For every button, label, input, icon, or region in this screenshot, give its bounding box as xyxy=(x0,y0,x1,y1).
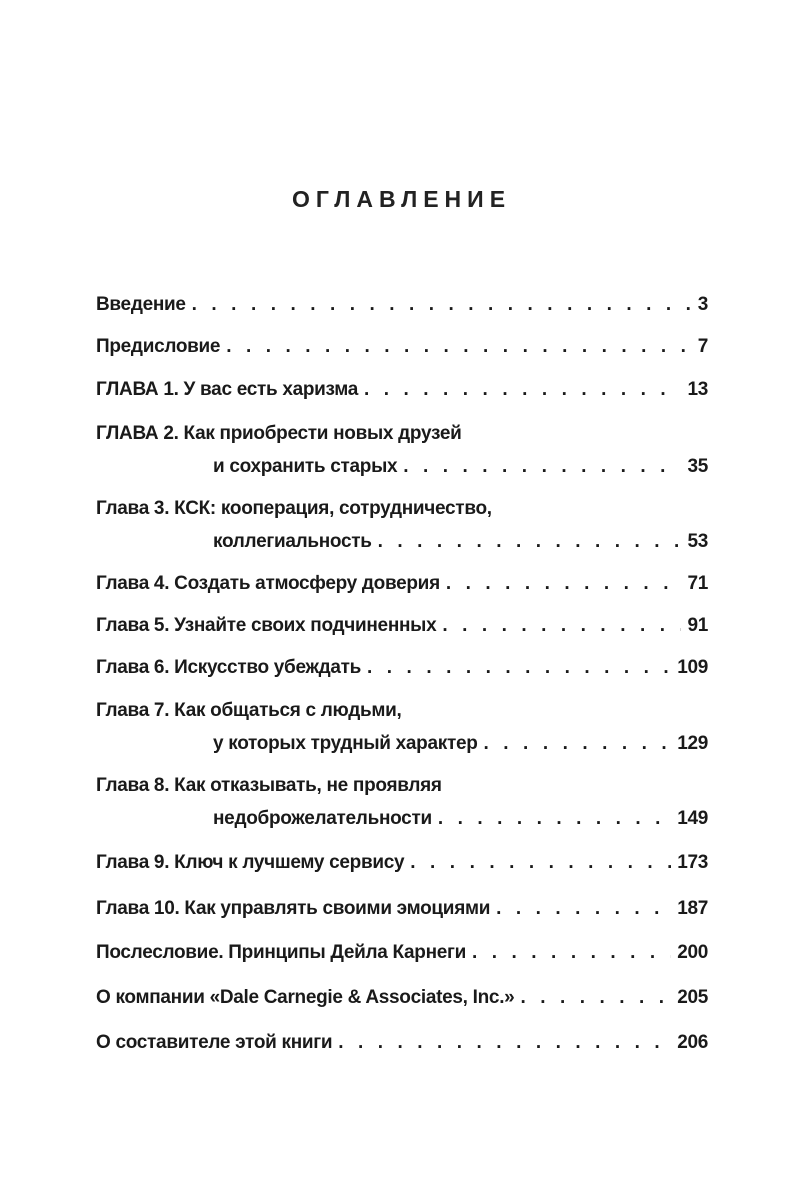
toc-entry-chapter-3-line-2[interactable] xyxy=(96,531,708,557)
dot-leader xyxy=(192,294,692,316)
toc-entry-title: О компании «Dale Carnegie & Associates, Inc.» xyxy=(96,987,515,1008)
dot-leader xyxy=(446,573,682,595)
toc-entry-afterword[interactable] xyxy=(96,942,708,968)
toc-entry-title: Глава 5. Узнайте своих подчиненных xyxy=(96,615,437,636)
toc-page-number: 109 xyxy=(677,657,708,678)
dot-leader xyxy=(484,733,672,755)
dot-leader xyxy=(403,456,681,478)
toc-entry-title: ГЛАВА 2. Как приобрести новых друзей xyxy=(96,423,462,444)
dot-leader xyxy=(496,898,671,920)
toc-page-number: 173 xyxy=(677,852,708,873)
toc-entry-chapter-4[interactable] xyxy=(96,573,708,599)
toc-page-number: 53 xyxy=(687,531,708,552)
toc-page-number: 7 xyxy=(697,336,708,357)
toc-entry-about-company[interactable] xyxy=(96,987,708,1013)
dot-leader xyxy=(226,336,692,358)
dot-leader xyxy=(338,1032,671,1054)
toc-entry-title-continuation: у которых трудный характер xyxy=(213,733,478,754)
toc-entry-title: Глава 10. Как управлять своими эмоциями xyxy=(96,898,491,919)
toc-entry-title: Глава 4. Создать атмосферу доверия xyxy=(96,573,440,594)
toc-entry-title: ГЛАВА 1. У вас есть харизма xyxy=(96,379,359,400)
toc-entry-title: Глава 7. Как общаться с людьми, xyxy=(96,700,402,721)
toc-entry-title-continuation: недоброжелательности xyxy=(213,808,432,829)
toc-entry-introduction[interactable] xyxy=(96,294,708,320)
toc-entry-chapter-8-line-2[interactable] xyxy=(96,808,708,834)
toc-page-number: 187 xyxy=(677,898,708,919)
toc-page-number: 206 xyxy=(677,1032,708,1053)
dot-leader xyxy=(520,987,671,1009)
dot-leader xyxy=(442,615,681,637)
toc-page-number: 200 xyxy=(677,942,708,963)
toc-page-number: 71 xyxy=(687,573,708,594)
dot-leader xyxy=(472,942,671,964)
toc-page-number: 129 xyxy=(677,733,708,754)
toc-entry-title: Предисловие xyxy=(96,336,221,357)
toc-entry-chapter-2-line-2[interactable] xyxy=(96,456,708,482)
toc-page-number: 35 xyxy=(687,456,708,477)
toc-entry-about-compiler[interactable] xyxy=(96,1032,708,1058)
dot-leader xyxy=(438,808,671,830)
toc-entry-chapter-8-line-1[interactable] xyxy=(96,775,708,801)
toc-entry-title: Введение xyxy=(96,294,186,315)
toc-page-number: 91 xyxy=(687,615,708,636)
dot-leader xyxy=(364,379,681,401)
toc-entry-chapter-7-line-2[interactable] xyxy=(96,733,708,759)
toc-entry-title-continuation: и сохранить старых xyxy=(213,456,398,477)
toc-entry-chapter-5[interactable] xyxy=(96,615,708,641)
toc-entry-chapter-7-line-1[interactable] xyxy=(96,700,708,726)
toc-entry-chapter-9[interactable] xyxy=(96,852,708,878)
toc-entry-preface[interactable] xyxy=(96,336,708,362)
toc-page-number: 149 xyxy=(677,808,708,829)
dot-leader xyxy=(378,531,682,553)
toc-page-number: 3 xyxy=(697,294,708,315)
toc-entry-title: Послесловие. Принципы Дейла Карнеги xyxy=(96,942,467,963)
toc-page-number: 13 xyxy=(687,379,708,400)
toc-entry-chapter-10[interactable] xyxy=(96,898,708,924)
toc-entry-chapter-3-line-1[interactable] xyxy=(96,498,708,524)
toc-entry-title-continuation: коллегиальность xyxy=(213,531,372,552)
dot-leader xyxy=(367,657,671,679)
toc-entry-title: Глава 6. Искусство убеждать xyxy=(96,657,362,678)
toc-entry-chapter-1[interactable] xyxy=(96,379,708,405)
toc-entry-title: Глава 3. КСК: кооперация, сотрудничество, xyxy=(96,498,492,519)
page-title: ОГЛАВЛЕНИЕ xyxy=(291,186,512,212)
toc-entry-title: Глава 9. Ключ к лучшему сервису xyxy=(96,852,405,873)
toc-entry-chapter-6[interactable] xyxy=(96,657,708,683)
toc-page-number: 205 xyxy=(677,987,708,1008)
toc-entry-chapter-2-line-1[interactable] xyxy=(96,423,708,449)
dot-leader xyxy=(410,852,671,874)
toc-entry-title: Глава 8. Как отказывать, не проявляя xyxy=(96,775,442,796)
toc-entry-title: О составителе этой книги xyxy=(96,1032,333,1053)
